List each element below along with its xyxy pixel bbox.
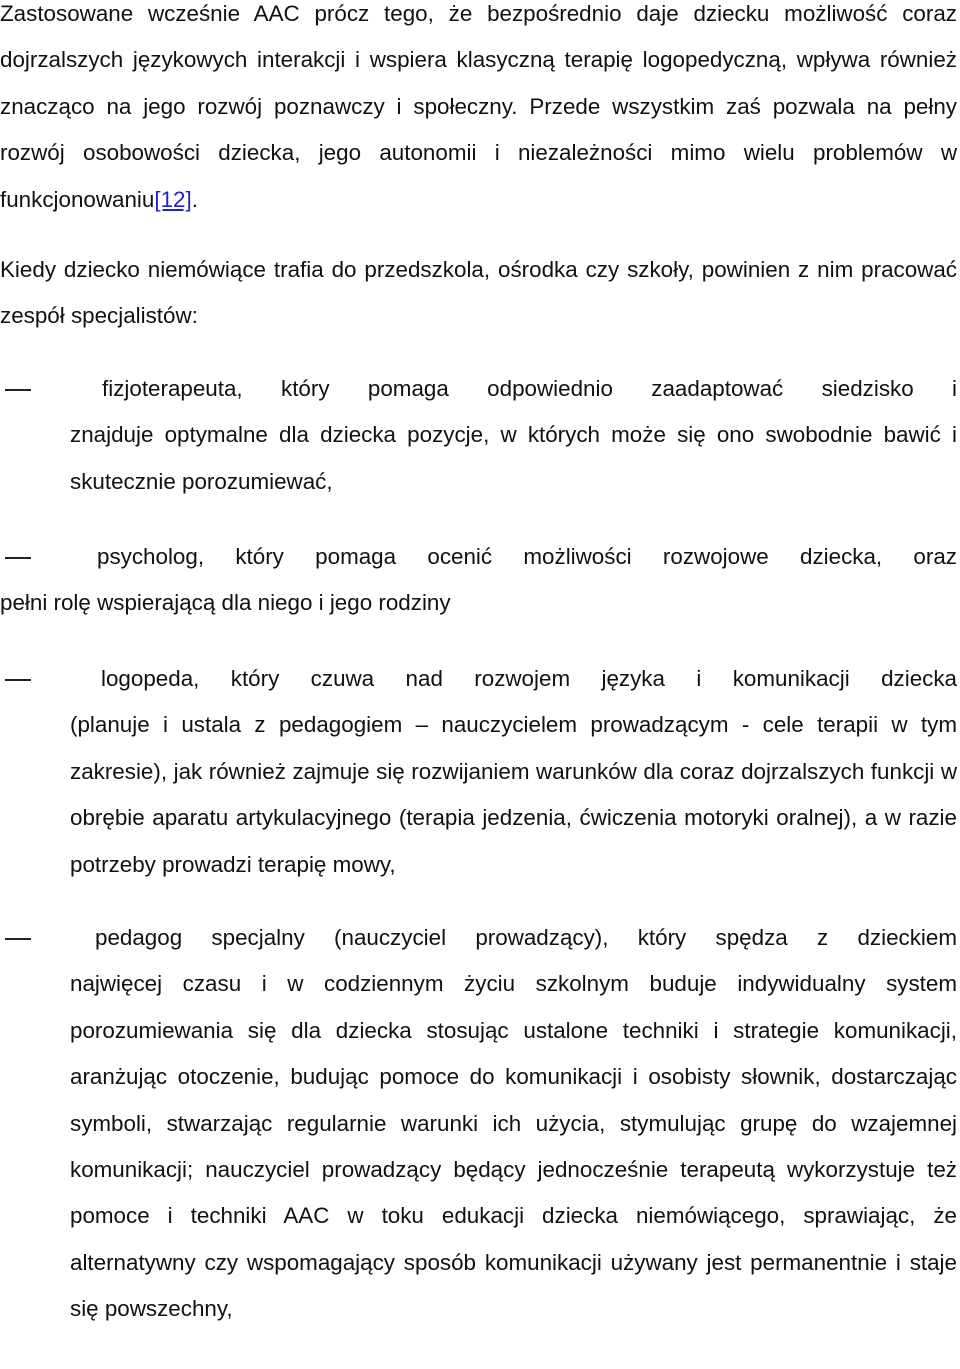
- dash-bullet-icon: [5, 557, 31, 559]
- dash-bullet-icon: [5, 938, 31, 940]
- reference-link-12[interactable]: [12]: [154, 186, 192, 212]
- dash-bullet-icon: [5, 389, 31, 391]
- dash-bullet-icon: [5, 679, 31, 681]
- team-intro-paragraph: Kiedy dziecko niemówiące trafia do przedszkola, ośrodka czy szkoły, powinien z nim pracować zespół specjalistów:: [0, 257, 957, 329]
- list-item-first-line: fizjoterapeuta, który pomaga odpowiednio zaadaptować siedzisko i: [102, 376, 957, 401]
- list-item-text: [0, 656, 957, 888]
- list-item-special-educator: [0, 915, 957, 1333]
- list-item-text: [0, 915, 957, 1333]
- list-item-text: [0, 534, 957, 627]
- list-item-continuation: znajduje optymalne dla dziecka pozycje, w których może się ono swobodnie bawić i skutecznie porozumiewać,: [70, 422, 957, 494]
- list-item-continuation: (planuje i ustala z pedagogiem – nauczycielem prowadzącym - cele terapii w tym zakresie), jak również zajmuje się rozwijaniem warunków dla coraz dojrzalszych funkcji w obrębie aparatu artykulacyjnego (terapia jedzenia, ćwiczenia motoryki oralnej), a w razie potrzeby prowadzi terapię mowy,: [70, 712, 957, 877]
- list-item-first-line: psycholog, który pomaga ocenić możliwości rozwojowe dziecka, oraz: [97, 544, 957, 569]
- list-item-physiotherapist: [0, 366, 957, 505]
- list-item-continuation: pełni rolę wspierającą dla niego i jego rodziny: [0, 590, 451, 616]
- list-item-speech-therapist: [0, 656, 957, 888]
- intro-period: .: [191, 186, 198, 212]
- list-item-text: [0, 366, 957, 505]
- list-item-psychologist: [0, 534, 957, 627]
- intro-text: Zastosowane wcześnie AAC prócz tego, że bezpośrednio daje dziecku możliwość coraz dojrzalszych językowych interakcji i wspiera klasyczną terapię logopedyczną, wpływa również znacząco na jego rozwój poznawczy i społeczny. Przede wszystkim zaś pozwala na pełny rozwój osobowości dziecka, jego autonomii i niezależności mimo wielu problemów w funkcjonowaniu: [0, 1, 957, 212]
- list-item-continuation: najwięcej czasu i w codziennym życiu szkolnym buduje indywidualny system porozumiewania się dla dziecka stosując ustalone techniki i strategie komunikacji, aranżując otoczenie, budując pomoce do komunikacji i osobisty słownik, dostarczając symboli, stwarzając regularnie warunki ich użycia, stymulując grupę do wzajemnej komunikacji; nauczyciel prowadzący będący jednocześnie terapeutą wykorzystuje też pomoce i techniki AAC w toku edukacji dziecka niemówiącego, sprawiając, że alternatywny czy wspomagający sposób komunikacji używany jest permanentnie i staje się powszechny,: [70, 971, 957, 1322]
- list-item-first-line: pedagog specjalny (nauczyciel prowadzący), który spędza z dzieckiem: [95, 925, 957, 950]
- list-item-first-line: logopeda, który czuwa nad rozwojem języka i komunikacji dziecka: [101, 666, 957, 691]
- intro-paragraph: [0, 0, 957, 223]
